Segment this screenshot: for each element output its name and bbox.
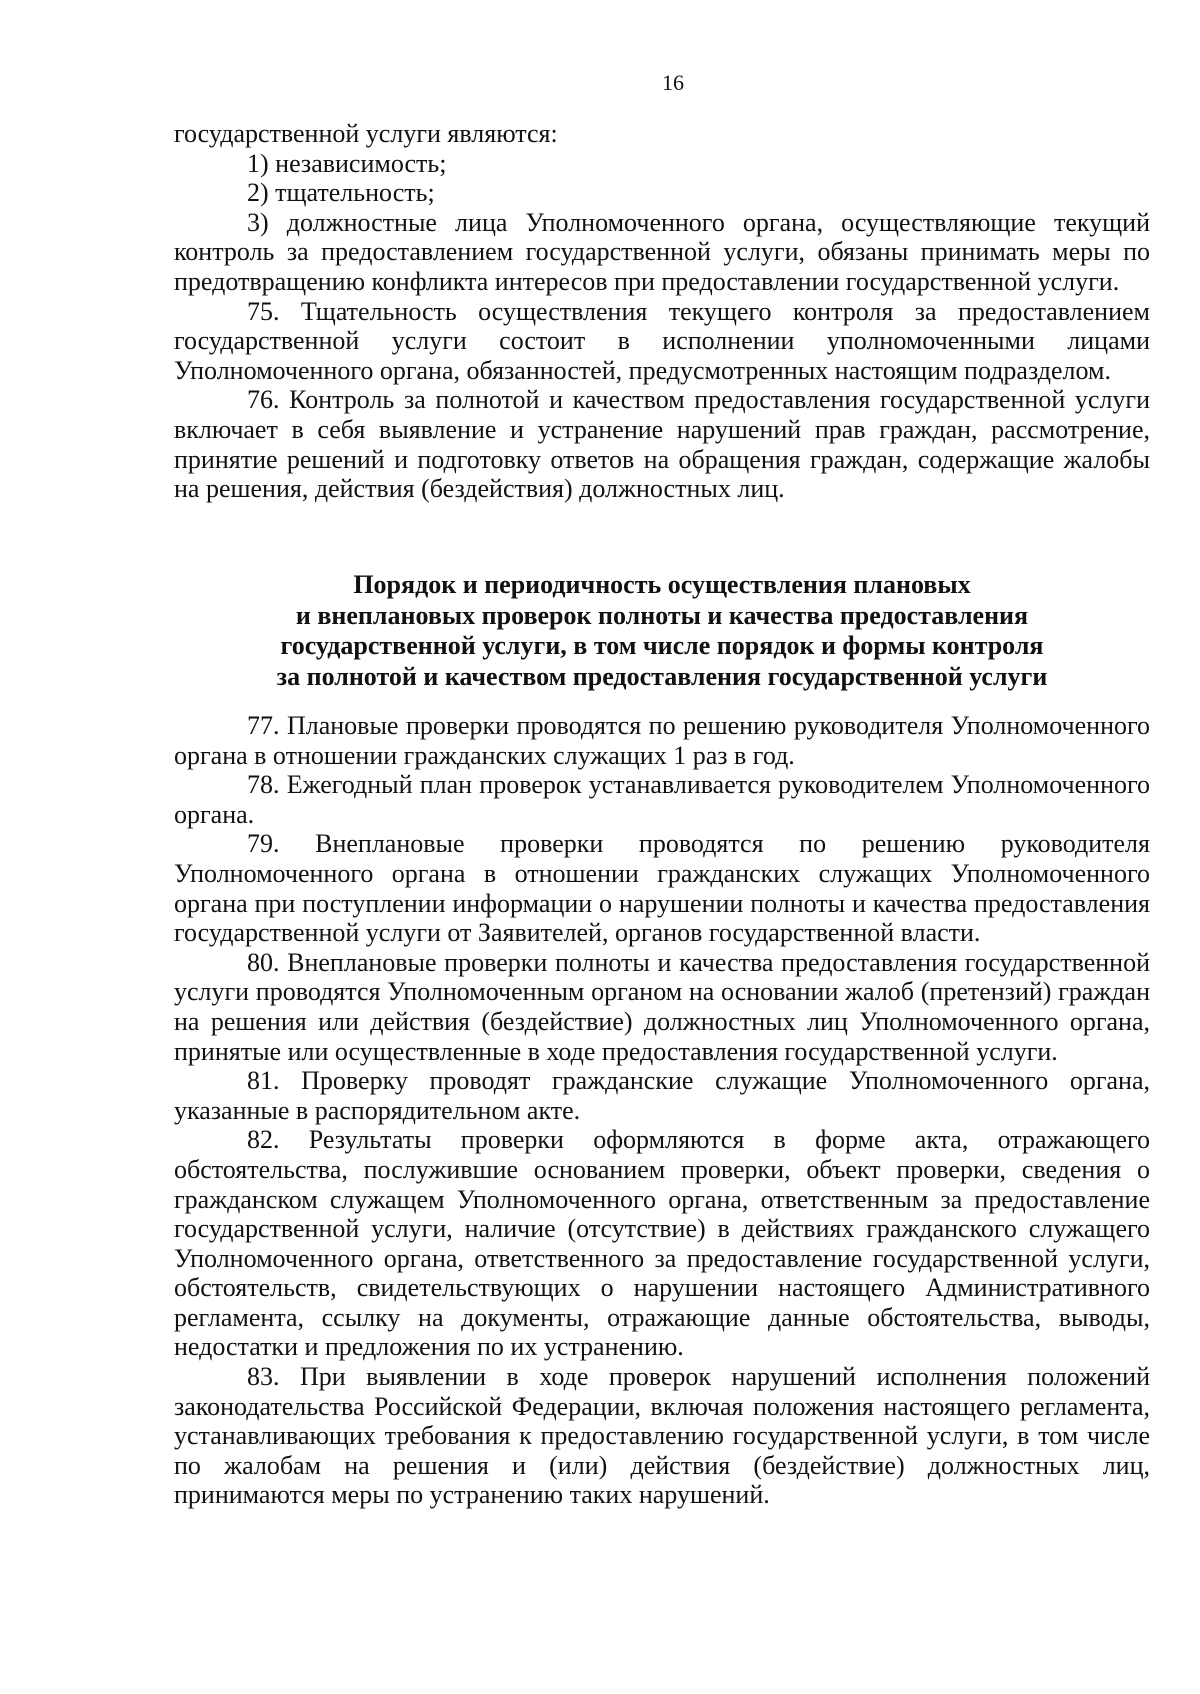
heading-line: за полнотой и качеством предоставления государственной услуги — [276, 661, 1048, 691]
page-number: 16 — [662, 70, 684, 95]
paragraph-80: 80. Внеплановые проверки полноты и качества предоставления государственной услуги проводятся Уполномоченным органом на основании жалоб (претензий) граждан на решения или действия (бездействие) должностных лиц Уполномоченного органа, принятые или осуществленные в ходе предоставления государственной услуги. — [174, 947, 1150, 1066]
list-item-1: 1) независимость; — [247, 148, 447, 178]
paragraph-continuation: государственной услуги являются: — [174, 119, 558, 148]
paragraph-77: 77. Плановые проверки проводятся по решению руководителя Уполномоченного органа в отношении гражданских служащих 1 раз в год. — [174, 711, 1150, 770]
paragraph-83: 83. При выявлении в ходе проверок нарушений исполнения положений законодательства Российской Федерации, включая положения настоящего регламента, устанавливающих требования к предоставлению государственной услуги, в том числе по жалобам на решения и (или) действия (бездействие) должностных лиц, принимаются меры по устранению таких нарушений. — [174, 1362, 1150, 1510]
paragraph-76: 76. Контроль за полнотой и качеством предоставления государственной услуги включает в себя выявление и устранение нарушений прав граждан, рассмотрение, принятие решений и подготовку ответов на обращения граждан, содержащие жалобы на решения, действия (бездействия) должностных лиц. — [174, 385, 1150, 504]
section-heading — [174, 570, 1150, 692]
heading-line: Порядок и периодичность осуществления плановых — [353, 570, 971, 599]
text-block-top — [174, 119, 1150, 504]
list-item-3: 3) должностные лица Уполномоченного органа, осуществляющие текущий контроль за предоставлением государственной услуги, обязаны принимать меры по предотвращению конфликта интересов при предоставлении государственной услуги. — [174, 207, 1150, 296]
paragraph-79: 79. Внеплановые проверки проводятся по решению руководителя Уполномоченного органа в отношении гражданских служащих Уполномоченного органа при поступлении информации о нарушении полноты и качества предоставления государственной услуги от Заявителей, органов государственной власти. — [174, 829, 1150, 948]
paragraph-78: 78. Ежегодный план проверок устанавливается руководителем Уполномоченного органа. — [174, 770, 1150, 829]
text-block-bottom — [174, 711, 1150, 1510]
paragraph-81: 81. Проверку проводят гражданские служащие Уполномоченного органа, указанные в распорядительном акте. — [174, 1066, 1150, 1125]
heading-line: государственной услуги, в том числе порядок и формы контроля — [280, 631, 1044, 660]
paragraph-75: 75. Тщательность осуществления текущего контроля за предоставлением государственной услуги состоит в исполнении уполномоченными лицами Уполномоченного органа, обязанностей, предусмотренных настоящим подразделом. — [174, 296, 1150, 385]
list-item-2: 2) тщательность; — [247, 178, 435, 208]
heading-line: и внеплановых проверок полноты и качества предоставления — [295, 600, 1029, 630]
paragraph-82: 82. Результаты проверки оформляются в форме акта, отражающего обстоятельства, послужившие основанием проверки, объект проверки, сведения о гражданском служащем Уполномоченного органа, ответственным за предоставление государственной услуги, наличие (отсутствие) в действиях гражданского служащего Уполномоченного органа, ответственного за предоставление государственной услуги, обстоятельств, свидетельствующих о нарушении настоящего Административного регламента, ссылку на документы, отражающие данные обстоятельства, выводы, недостатки и предложения по их устранению. — [174, 1125, 1150, 1362]
